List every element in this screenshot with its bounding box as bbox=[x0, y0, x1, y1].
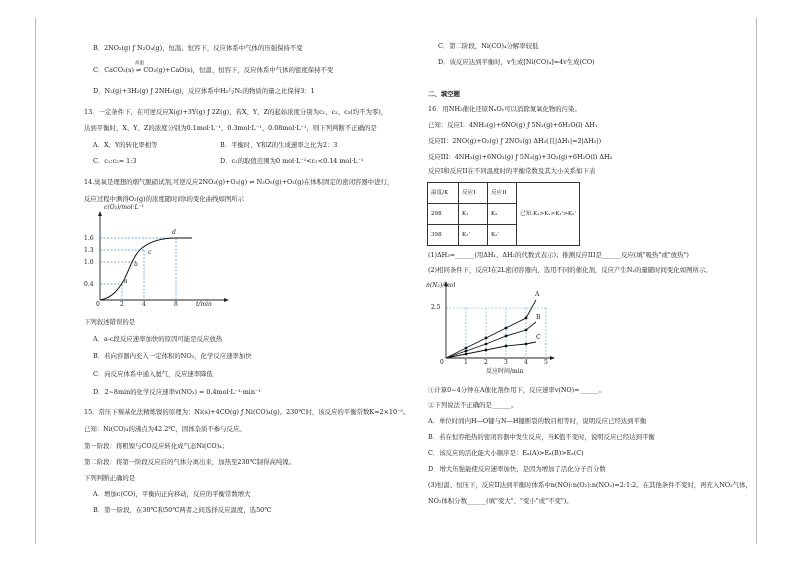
q16-2-option-d: D．增大压强能使反应速率加快，是因为增加了活化分子百分数 bbox=[428, 465, 606, 473]
n2-series-b-label: B bbox=[536, 314, 541, 321]
q16-reaction-3: 反应III：4NH₃(g)+6NO₂(g) ƒ 5N₂(g)+3O₂(g)+6H₂O(l) ΔH₃ bbox=[428, 153, 613, 161]
table-row bbox=[428, 183, 580, 204]
q13-line1: 13．一定条件下，在可逆反应X(g)+3Y(g) ƒ 2Z(g)，若X、Y、Z的起始浓度分别为c₁、c₂、c₃(均不为零)， bbox=[84, 108, 388, 116]
o2-chart-xtick-1: 2 bbox=[120, 301, 124, 308]
option-b: B．2NO₂(g) ƒ N₂O₄(g)，恒温、恒容下，反应体系中气体的压强保持不变 bbox=[93, 44, 303, 52]
o2-chart-xtick-3: 8 bbox=[174, 301, 178, 308]
q15-line2: 已知：Ni(CO)₄的沸点为42.2℃，固体杂质不参与反应。 bbox=[84, 425, 246, 433]
o2-chart-ytick-3: 1.0 bbox=[84, 259, 94, 266]
o2-chart-xtick-2: 4 bbox=[142, 301, 146, 308]
o2-chart-point-d: d bbox=[172, 229, 176, 236]
q14-option-d: D．2~8min的化学反应速率v(NO₂) = 0.4mol·L⁻¹·min⁻¹ bbox=[93, 388, 261, 396]
n2-chart-xtick-2: 2 bbox=[484, 359, 488, 366]
q15-step2: 第二阶段：将第一阶段反应后的气体分离出来，加热至230℃制得高纯镍。 bbox=[84, 458, 296, 466]
q14-prompt: 下列叙述错误的是 bbox=[84, 318, 136, 326]
o2-concentration-chart bbox=[84, 204, 234, 308]
n2-series-a-label: A bbox=[535, 291, 540, 298]
q14-option-a: A．a-c段反应速率加快的原因可能是反应放热 bbox=[93, 335, 223, 343]
q15-option-d: D．该反应达到平衡时，v生成[Ni(CO)₄]=4v生成(CO) bbox=[438, 58, 595, 66]
q16-2-option-c: C．该反应的活化能大小顺序是：Eₐ(A)>Eₐ(B)>Eₐ(C) bbox=[428, 449, 584, 457]
q16-part1: (1)ΔH₃=______(用ΔH₁、ΔH₂的代数式表示)；推测反应III是______反应(填"吸热"或"放热") bbox=[428, 251, 689, 259]
q13-option-a: A．X、Y的转化率相等 bbox=[93, 141, 158, 149]
table-cell: 398 bbox=[428, 225, 459, 246]
n2-chart-xtick-4: 4 bbox=[524, 359, 528, 366]
q16-3-line2: NO₂体积分数______(填"变大"、"变小"或"不变")。 bbox=[428, 497, 573, 505]
q16-3-line1: (3)恒温、恒压下，反应II达到平衡时体系中n(NO):n(O₂):n(NO₂)=2:1:2。在其他条件不变时，再充入NO₂气体， bbox=[428, 481, 752, 489]
q13-option-c: C．c₁:c₂= 1:3 bbox=[93, 157, 137, 165]
o2-chart-point-b: b bbox=[134, 261, 138, 268]
q13-line2: 达到平衡时，X、Y、Z的浓度分别为0.1mol·L⁻¹、0.3mol·L⁻¹、0.08mol·L⁻¹，则下列判断不正确的是 bbox=[84, 124, 377, 132]
n2-series-c-label: C bbox=[536, 334, 541, 341]
o2-chart-point-a: a bbox=[124, 278, 128, 285]
table-head-r2: 反应II bbox=[488, 183, 517, 204]
o2-chart-ytick-1: 1.6 bbox=[84, 235, 94, 242]
equilibrium-constant-table bbox=[427, 182, 580, 246]
section-title: 二、填空题 bbox=[428, 90, 460, 98]
q13-option-d: D．c₁的取值范围为0 mol·L⁻¹<c₁<0.14 mol·L⁻¹ bbox=[220, 157, 364, 165]
q16-2-option-b: B．若在恒容绝热的密闭容器中发生反应，当K值不变时，说明反应已经达到平衡 bbox=[428, 433, 655, 441]
option-c: C．CaCO₃(s) ⇌ CO₂(g)+CaO(s)，恒温、恒容下，反应体系中气体的密度保持不变 bbox=[93, 66, 334, 74]
q14-line1: 14.臭氧是理想的烟气脱硝试剂,可逆反应2NO₂(g)+O₃(g) ⇌ N₂O₅(g)+O₂(g)在体积固定的密闭容器中进行， bbox=[84, 178, 394, 186]
q16-line1: 16．用NH₃催化还原NₓOᵧ可以消除氮氧化物的污染。 bbox=[428, 105, 581, 113]
q15-option-b: B．第一阶段，在30℃和50℃两者之间选择反应温度，选50℃ bbox=[93, 506, 272, 514]
n2-chart-ytick: 2.5 bbox=[431, 304, 441, 311]
n2-chart-ylabel: n(N₂)/mol bbox=[426, 282, 456, 289]
table-side-text: 已知:K₁>K₂>K₁'>K₂' bbox=[520, 210, 576, 217]
o2-chart-xlabel: t/min bbox=[196, 301, 212, 308]
n2-chart-xtick-1: 1 bbox=[464, 359, 468, 366]
n2-chart-xlabel: 反应时间/min bbox=[486, 368, 524, 375]
table-cell: K₁' bbox=[459, 225, 488, 246]
q13-option-b: B．平衡时，Y和Z的生成速率之比为2：3 bbox=[220, 141, 338, 149]
q16-part2: (2)相同条件下，反应I在2L密闭容器内，选用不同的催化剂，反应产生N₂的量随时间变化如图所示。 bbox=[428, 266, 712, 274]
q14-line2: 反应过程中测得O₂(g)的浓度随时间t的变化曲线如图所示 bbox=[84, 195, 245, 203]
page-frame-right bbox=[756, 18, 757, 544]
n2-chart-svg bbox=[430, 280, 560, 378]
o2-chart-ylabel: c(O₂)/mol·L⁻¹ bbox=[104, 204, 145, 211]
q16-2-option-a: A．单位时间内H—O键与N—H键断裂的数目相等时，说明反应已经达到平衡 bbox=[428, 417, 647, 425]
n2-amount-chart bbox=[426, 280, 560, 378]
q15-line1: 15．常压下羰基化法精炼镍的原理为：Ni(s)+4CO(g) ƒ Ni(CO)₄(g)。230℃时，该反应的平衡常数K=2×10⁻⁵。 bbox=[84, 408, 410, 416]
q16-2-1: ①计算0~4分钟在A催化剂作用下，反应速率v(NO)=______。 bbox=[428, 386, 606, 394]
table-cell: 298 bbox=[428, 204, 459, 225]
o2-chart-svg bbox=[84, 208, 234, 308]
table-cell: K₂' bbox=[488, 225, 517, 246]
n2-chart-xtick-3: 3 bbox=[504, 359, 508, 366]
q14-option-c: C．向反应体系中通入氦气，反应速率降低 bbox=[93, 370, 213, 378]
o2-chart-ytick-4: 0.4 bbox=[84, 281, 94, 288]
q15-option-c: C．第二阶段，Ni(CO)₄分解率较低 bbox=[438, 42, 539, 50]
q15-option-a: A．增加c(CO)，平衡向正向移动，反应的平衡常数增大 bbox=[93, 490, 251, 498]
o2-chart-ytick-2: 1.3 bbox=[84, 247, 94, 254]
n2-chart-origin: 0 bbox=[440, 359, 444, 366]
table-cell: K₁ bbox=[459, 204, 488, 225]
table-head-temp: 温度/K bbox=[428, 183, 459, 204]
table-cell: K₂ bbox=[488, 204, 517, 225]
table-side-note bbox=[517, 183, 580, 246]
table-head-r1: 反应I bbox=[459, 183, 488, 204]
o2-chart-point-c: c bbox=[148, 249, 152, 256]
page-frame-left bbox=[35, 18, 36, 544]
q14-option-b: B．若向容器内充入一定体积的NO₂，化学反应速率加快 bbox=[93, 352, 252, 360]
q16-2-2: ②下列说法不正确的是______。 bbox=[428, 401, 518, 409]
n2-chart-xtick-5: 5 bbox=[544, 359, 548, 366]
option-c-condition: 高温 bbox=[135, 61, 144, 66]
option-d: D．N₂(g)+3H₂(g) ƒ 2NH₃(g)，反应体系中H₂与N₂的物质的量之比保持3：1 bbox=[93, 87, 315, 95]
q16-given: 已知：反应I：4NH₃(g)+6NO(g) ƒ 5N₂(g)+6H₂O(l) ΔH₁ bbox=[428, 121, 598, 129]
q15-prompt: 下列判断正确的是 bbox=[84, 474, 136, 482]
o2-chart-origin: 0 bbox=[96, 301, 100, 308]
q16-reaction-2: 反应II：2NO(g)+O₂(g) ƒ 2NO₂(g) ΔH₂(且|ΔH₁|=2|ΔH₂|) bbox=[428, 137, 602, 145]
q16-table-intro: 反应I和反应II在不同温度时的平衡常数及其大小关系如下表 bbox=[428, 167, 596, 175]
q15-step1: 第一阶段：将粗镍与CO反应转化成气态Ni(CO)₄； bbox=[84, 442, 229, 450]
